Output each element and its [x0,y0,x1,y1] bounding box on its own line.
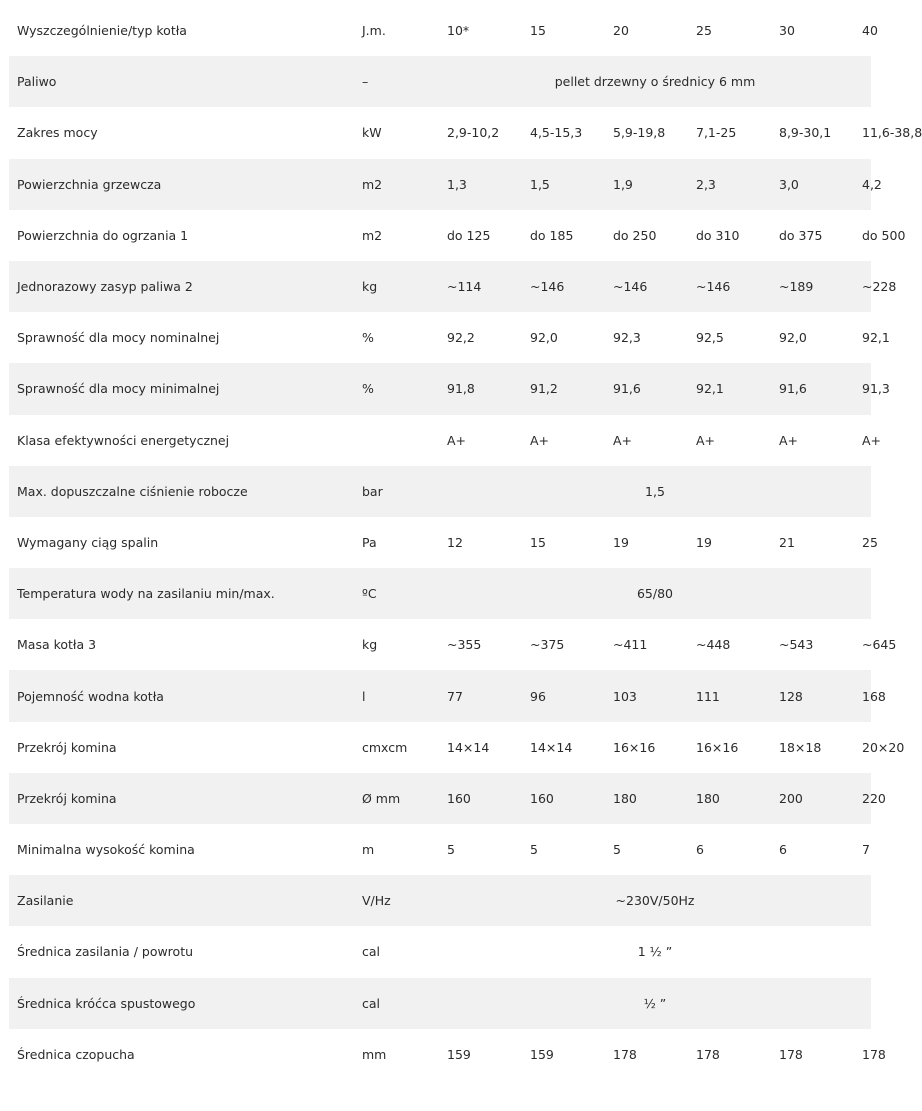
row-unit: – [362,74,369,90]
row-label: Masa kotła 3 [17,637,97,653]
row-value: 7 [862,842,870,858]
row-unit: cmxcm [362,739,408,755]
row-value: 4,2 [862,176,882,192]
row-label: Pojemność wodna kotła [17,688,164,704]
header-model-40: 40 [862,23,878,39]
table-row [9,261,871,312]
row-label: Powierzchnia do ogrzania 1 [17,227,189,243]
row-value: do 310 [696,227,740,243]
row-value: 19 [696,534,712,550]
row-value: 5 [613,842,621,858]
header-model-10: 10* [447,23,470,39]
row-value: ~355 [447,637,482,653]
row-value: 91,6 [779,381,807,397]
row-value: 178 [862,1046,886,1062]
row-value: ~146 [530,279,565,295]
table-row [9,670,871,721]
row-label: Powierzchnia grzewcza [17,176,162,192]
row-shared-value: ~230V/50Hz [615,893,695,909]
row-value: 6 [779,842,787,858]
row-unit: % [362,381,374,397]
row-value: A+ [696,432,716,448]
row-label: Przekrój komina [17,739,117,755]
row-unit: l [362,688,366,704]
row-label: Minimalna wysokość komina [17,842,195,858]
row-label: Sprawność dla mocy nominalnej [17,330,220,346]
row-value: 168 [862,688,886,704]
row-label: Temperatura wody na zasilaniu min/max. [17,586,275,602]
row-value: ~448 [696,637,731,653]
row-value: 2,9-10,2 [447,125,500,141]
row-label: Klasa efektywności energetycznej [17,432,230,448]
table-row [9,722,871,773]
row-value: do 125 [447,227,491,243]
row-unit: cal [362,944,381,960]
row-unit: bar [362,483,383,499]
row-value: 18×18 [779,739,822,755]
row-label: Paliwo [17,74,57,90]
row-unit: m2 [362,176,383,192]
table-row [9,210,871,261]
row-unit: ºC [362,586,377,602]
row-value: do 500 [862,227,906,243]
row-value: 178 [613,1046,637,1062]
row-value: 91,8 [447,381,475,397]
row-unit: Ø mm [362,790,401,806]
row-label: Średnica czopucha [17,1046,135,1062]
row-value: 2,3 [696,176,716,192]
row-value: ~146 [613,279,648,295]
row-value: 178 [696,1046,720,1062]
header-unit: J.m. [362,23,386,39]
row-value: 92,1 [696,381,724,397]
row-value: 3,0 [779,176,799,192]
row-label: Średnica zasilania / powrotu [17,944,194,960]
row-value: ~411 [613,637,648,653]
table-row [9,875,871,926]
row-value: 92,1 [862,330,890,346]
row-value: 5,9-19,8 [613,125,666,141]
row-value: 8,9-30,1 [779,125,832,141]
row-unit: kg [362,637,378,653]
row-value: A+ [613,432,633,448]
row-value: 178 [779,1046,803,1062]
row-value: 1,5 [530,176,550,192]
row-value: 5 [530,842,538,858]
table-row [9,415,871,466]
row-value: 111 [696,688,720,704]
row-unit: % [362,330,374,346]
row-value: 1,9 [613,176,633,192]
row-value: 16×16 [613,739,656,755]
header-model-25: 25 [696,23,712,39]
row-value: 92,0 [779,330,807,346]
table-row [9,56,871,107]
row-unit: m [362,842,375,858]
row-unit: m2 [362,227,383,243]
row-unit: kW [362,125,382,141]
table-row [9,517,871,568]
row-value: ~375 [530,637,565,653]
table-row [9,312,871,363]
row-value: 159 [447,1046,471,1062]
header-model-30: 30 [779,23,795,39]
row-shared-value: 65/80 [636,586,674,602]
row-value: 200 [779,790,803,806]
row-value: 21 [779,534,795,550]
row-value: 77 [447,688,463,704]
row-value: do 375 [779,227,823,243]
row-value: ~543 [779,637,814,653]
row-value: 20×20 [862,739,905,755]
table-row [9,824,871,875]
table-row [9,363,871,414]
table-row [9,773,871,824]
row-label: Sprawność dla mocy minimalnej [17,381,220,397]
row-value: A+ [779,432,799,448]
row-value: A+ [862,432,882,448]
table-row [9,159,871,210]
table-row [9,568,871,619]
table-row [9,619,871,670]
row-value: 91,3 [862,381,890,397]
table-row [9,1029,871,1080]
row-shared-value: ½ ” [643,995,667,1011]
row-value: 16×16 [696,739,739,755]
row-shared-value: 1,5 [645,483,665,499]
row-label: Przekrój komina [17,790,117,806]
row-shared-value: 1 ½ ” [637,944,673,960]
row-label: Wymagany ciąg spalin [17,534,159,550]
row-value: 128 [779,688,803,704]
row-value: 12 [447,534,463,550]
boiler-spec-table [9,5,922,1080]
row-value: 25 [862,534,878,550]
row-value: 103 [613,688,637,704]
row-value: 180 [696,790,720,806]
row-value: 220 [862,790,886,806]
row-value: A+ [447,432,467,448]
row-label: Jednorazowy zasyp paliwa 2 [17,279,193,295]
row-value: do 250 [613,227,657,243]
table-header-row [9,5,871,56]
row-value: 14×14 [447,739,490,755]
row-unit: kg [362,279,378,295]
row-label: Max. dopuszczalne ciśnienie robocze [17,483,248,499]
table-row [9,107,871,158]
row-value: 180 [613,790,637,806]
table-row [9,466,871,517]
row-value: 92,5 [696,330,724,346]
row-value: 11,6-38,8 [862,125,922,141]
header-label: Wyszczególnienie/typ kotła [17,23,187,39]
row-value: 96 [530,688,546,704]
row-value: 7,1-25 [696,125,737,141]
table-row [9,978,871,1029]
row-value: A+ [530,432,550,448]
row-label: Średnica króćca spustowego [17,995,196,1011]
row-value: 160 [447,790,471,806]
row-unit: Pa [362,534,377,550]
row-label: Zasilanie [17,893,74,909]
row-value: ~189 [779,279,814,295]
row-unit: V/Hz [362,893,391,909]
table-row [9,926,871,977]
header-model-15: 15 [530,23,546,39]
row-value: 91,6 [613,381,641,397]
row-value: 91,2 [530,381,558,397]
row-value: ~228 [862,279,897,295]
row-value: 92,3 [613,330,641,346]
row-value: 92,0 [530,330,558,346]
header-model-20: 20 [613,23,629,39]
row-unit [354,415,439,466]
row-value: 160 [530,790,554,806]
row-value: 19 [613,534,629,550]
row-value: ~645 [862,637,897,653]
row-value: 14×14 [530,739,573,755]
row-shared-value: pellet drzewny o średnicy 6 mm [554,74,756,90]
row-unit: cal [362,995,381,1011]
row-value: ~146 [696,279,731,295]
row-label: Zakres mocy [17,125,98,141]
row-value: do 185 [530,227,574,243]
row-value: 92,2 [447,330,475,346]
row-value: 5 [447,842,455,858]
row-value: 6 [696,842,704,858]
row-value: 15 [530,534,546,550]
row-value: 159 [530,1046,554,1062]
row-value: 4,5-15,3 [530,125,583,141]
row-value: 1,3 [447,176,467,192]
row-unit: mm [362,1046,387,1062]
row-value: ~114 [447,279,482,295]
